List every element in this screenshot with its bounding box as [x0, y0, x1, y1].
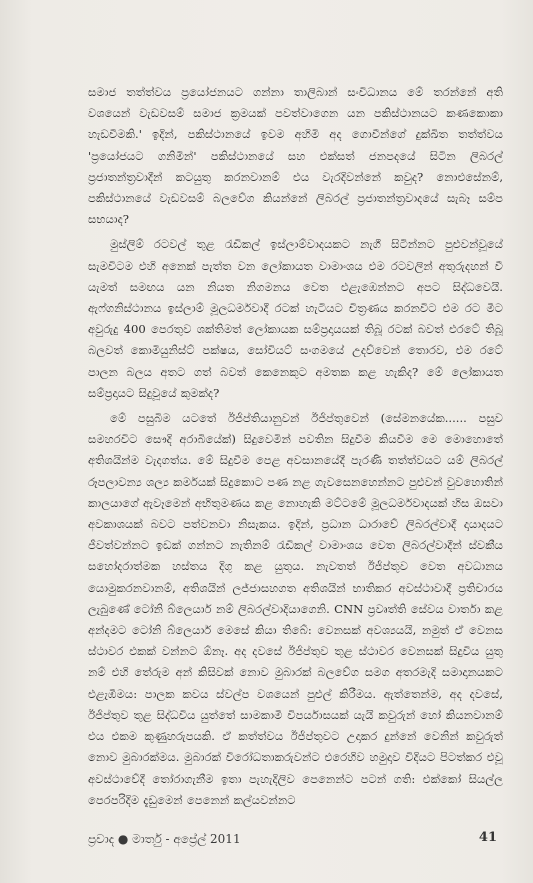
paragraph-3: මේ පසුබිම යටතේ ඊජිප්තියානුවන් ඊජිප්තුවෙන් (සේමනයේක...... පසුව සමහරවිට සෞදි අරාබියේක්) සිදුවෙමින් පවතින සිදුවීම කියවීම මෙ මොහොතේ අතිශයින්ම වැදගත්ය. මේ සිදුවීම පෙළ අවසානයේදී පැරණි තත්ත්වයට යම් ලිබරල් රූපලාවන්‍ය ශල්‍ය කර්මයක් සිදුකොට පණ නළ ගැවසෙනහෙන්නට පුළුවන් වුවහොතින් කාලයාගේ ඇවෑමෙන් අභිතුමණය කළ නොහැකි මට්ටමේ මූලධර්මවාදයක් හිස ඔසවා අවකාශයක් බවට පත්වනවා නිසැකය. ඉදින්, ප්‍රධාන ධාරාවේ ලිබරල්වාදී දායාදයට ජීවත්වන්නට ඉඩක් ගන්නට නැතිනම් රැඩිකල් වාමාංශය වෙත ලිබරල්වාදීන් ස්වකීය සහෝදරාත්මක හස්තය දිගු කළ යුතුය. නැවතත් ඊජිප්තුව වෙත අවධානය යොමුකරනවානම්, අතිශයින් ලජ්ජාසහගත අතිශයින් භාතිකර අවස්ථාවාදී ප්‍රතිචාරය ලැබුණේ ටෝනි බ්ලෙයාර් නම් ලිබරල්වාදියාගෙනි. CNN ප්‍රවෘත්ති සේවය වාර්තා කළ අන්දමට ටෝනි බ්ලෙයාර් මෙසේ කියා තිබේ: වෙනසක් අවශ්‍යයයි, නමුත් ඒ වෙනස ස්ථාවර එකක් වන්නට ඕනෑ. අද දවසේ ඊජිප්තුව තුළ ස්ථාවර වෙනසක් සිදුවිය යුතු නම් එහි තේරුම අන් කිසිවක් නොව මුබාරක් බලවේග සමග අතරමැදි සමාදානයකට එළැඹීමය: පාලක කවය ස්වල්ප වශයෙන් පුළුල් කිරීමය. ඇත්තෙන්ම, අද දවසේ, ඊජිප්තුව තුළ සිද්ධවිය යුත්තේ සාමකාමී විපර්යාසයක් යැයි කවුරුන් හෝ කියනවානම් එය එකම කුණුහරුපයකි. ඒ කත්ත්වය ඊජිප්තුවට උදාකර දුන්නේ වෙනින් කවුරුත් නොව මුබාරක්මය. මුබාරක් විරෝධතාකරුවන්ට එරෙහිව හමුදාව විදියට පිටත්කර එවූ අවස්ථාවේදී තෝරාගැනීම ඉතා පැහැදිලිව පෙනෙන්ට පටන් ගති: එක්කෝ සියල්ල පෙරපරිදිම දැඩුමෙන් පෙනෙන් කල්යවන්නට — [88, 411, 503, 807]
paragraph-2: මුස්ලිම් රටවල් තුළ රැඩිකල් ඉස්ලාම්වාදයකට නැගී සිටින්නට පුළුවන්වූයේ සැමවිටම එහි අනෙක් පැත්ත වන ලෝකායත වාමාංශය එම රටවලින් අතුරුදහන් වී යැමත් සමඟය යන නියත නිගමනය වෙත එළැඹෙන්නට අපට සිද්ධවෙයි. ඇෆ්ගනිස්ථානය ඉස්ලාම් මූලධර්මවාදී රටක් හැටියට චිත්‍රණය කරනවිට එම රට මීට අවුරුදු 400 පෙරතුව ශක්තිමත් ලෝකායක සම්ප්‍රදායයක් තිබූ රටක් බවත් එරටේ තිබූ බලවත් කොමියුනිස්ට් පක්ෂය, සෝවියට් සංගමයේ උදව්වෙන් තොරව, එම රටේ පාලන බලය අතට ගත් බවත් කෙනෙකුට අමතක කළ හැකිද? මේ ලෝකායත සම්ප්‍රදායට සිදුවූයේ කුමක්ද? — [88, 237, 503, 400]
paragraph-1: සමාජ තත්ත්වය ප්‍රයෝජනයට ගන්නා තාලිබාන් සංවිධානය මේ තරන්නේ අති වශයෙන් වැඩවසම් සමාජ ක්‍රමයක් පවත්වාගෙන යන පකිස්ථානයට කණකොකා හැඩවීමකි.' ඉදින්, පකිස්ථානයේ ඉවම අහිමි අද ගොවීන්ගේ දුක්ඛිත තත්ත්වය 'ප්‍රයෝජයට ගනිමින්' පකිස්ථානයේ සහ එක්සත් ජනපදයේ සිටින ලිබරල් ප්‍රජාතන්ත්‍රවාදීන් කටයුතු කරනවානම් එය වැරදිවන්නේ කවුද? නොඑසේනම්, පකිස්ථානයේ වැඩවසම් බලවේග කියන්නේ ලිබරල් ප්‍රජාතන්ත්‍රවාදයේ සැබෑ සම්ප සභයාද? — [88, 85, 503, 227]
page-footer — [88, 832, 503, 852]
page-number: 41 — [478, 830, 497, 845]
article-body — [88, 82, 503, 822]
publication-footer: ප්‍රවාද ● මාර්තු - අප්‍රේල් 2011 — [88, 832, 241, 846]
